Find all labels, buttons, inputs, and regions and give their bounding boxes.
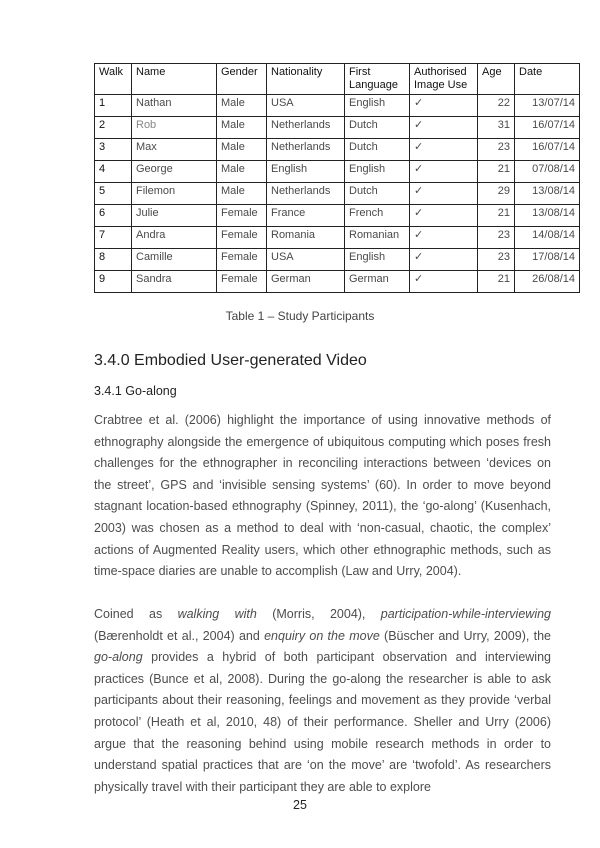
page-number: 25 xyxy=(293,798,307,812)
cell-age: 29 xyxy=(478,183,515,205)
cell-name: Rob xyxy=(132,117,217,139)
cell-authorised: ✓ xyxy=(410,249,478,271)
header-walk: Walk xyxy=(95,64,132,95)
header-gender: Gender xyxy=(217,64,267,95)
cell-nationality: France xyxy=(267,205,345,227)
cell-date: 17/08/14 xyxy=(515,249,580,271)
cell-walk: 1 xyxy=(95,95,132,117)
italic-term: walking with xyxy=(177,607,257,621)
cell-age: 23 xyxy=(478,227,515,249)
table-row xyxy=(95,183,580,205)
cell-nationality: USA xyxy=(267,249,345,271)
participants-table xyxy=(94,63,580,293)
text-run: (Morris, 2004), xyxy=(256,607,381,621)
cell-age: 22 xyxy=(478,95,515,117)
table-row xyxy=(95,249,580,271)
cell-age: 23 xyxy=(478,249,515,271)
table-row xyxy=(95,139,580,161)
cell-walk: 6 xyxy=(95,205,132,227)
cell-language: Dutch xyxy=(345,139,410,161)
italic-term: enquiry on the move xyxy=(264,628,380,643)
cell-nationality: German xyxy=(267,271,345,293)
header-nationality: Nationality xyxy=(267,64,345,95)
cell-date: 14/08/14 xyxy=(515,227,580,249)
text-run: (Bærenholdt et al., 2004) and xyxy=(94,628,265,643)
cell-gender: Female xyxy=(217,227,267,249)
cell-authorised: ✓ xyxy=(410,183,478,205)
italic-term: go-along xyxy=(94,650,143,665)
cell-authorised: ✓ xyxy=(410,117,478,139)
cell-language: German xyxy=(345,271,410,293)
header-age: Age xyxy=(478,64,515,95)
cell-age: 21 xyxy=(478,205,515,227)
subsection-heading: 3.4.1 Go-along xyxy=(94,384,177,398)
header-name: Name xyxy=(132,64,217,95)
cell-walk: 7 xyxy=(95,227,132,249)
cell-gender: Female xyxy=(217,271,267,293)
cell-name: Filemon xyxy=(132,183,217,205)
cell-gender: Male xyxy=(217,139,267,161)
cell-name: George xyxy=(132,161,217,183)
cell-language: English xyxy=(345,249,410,271)
cell-walk: 2 xyxy=(95,117,132,139)
body-paragraph-1 xyxy=(94,410,551,583)
cell-nationality: Netherlands xyxy=(267,183,345,205)
table-header-row xyxy=(95,64,580,95)
header-date: Date xyxy=(515,64,580,95)
cell-date: 26/08/14 xyxy=(515,271,580,293)
paragraph-text xyxy=(94,604,551,798)
cell-name: Sandra xyxy=(132,271,217,293)
cell-gender: Male xyxy=(217,95,267,117)
cell-authorised: ✓ xyxy=(410,139,478,161)
cell-language: English xyxy=(345,161,410,183)
cell-gender: Male xyxy=(217,183,267,205)
body-paragraph-2 xyxy=(94,604,551,798)
table-row xyxy=(95,117,580,139)
cell-date: 16/07/14 xyxy=(515,117,580,139)
italic-term: participation-while-interviewing xyxy=(380,607,551,621)
cell-date: 07/08/14 xyxy=(515,161,580,183)
header-authorised-image-use: Authorised Image Use xyxy=(410,64,478,95)
cell-nationality: Netherlands xyxy=(267,117,345,139)
table-row xyxy=(95,205,580,227)
table-row xyxy=(95,227,580,249)
cell-language: Dutch xyxy=(345,183,410,205)
cell-gender: Female xyxy=(217,205,267,227)
cell-language: English xyxy=(345,95,410,117)
cell-name: Camille xyxy=(132,249,217,271)
text-run: provides a hybrid of both participant observation and interviewing practices (Bunce et al, 2008). During the go-along the researcher is able to ask participants about their reasoning, feelings and movement as they provide ‘verbal protocol’ (Heath et al, 2010, 48) of their performance. Sheller and Urry (2006) argue that the reasoning behind using mobile research methods in order to understand spatial practices that are ‘on the move’ are ‘twofold’. As researchers physically travel with their participant they are able to explore xyxy=(94,650,551,794)
cell-nationality: Netherlands xyxy=(267,139,345,161)
section-heading: 3.4.0 Embodied User-generated Video xyxy=(94,352,367,369)
cell-age: 21 xyxy=(478,271,515,293)
cell-gender: Male xyxy=(217,161,267,183)
cell-name: Andra xyxy=(132,227,217,249)
text-run: (Büscher and Urry, 2009), the xyxy=(379,628,551,643)
paragraph-text: Crabtree et al. (2006) highlight the importance of using innovative methods of ethnography alongside the emergence of ubiquitous computing which poses fresh challenges for the ethnographer in reconciling interactions between ‘devices on the street’, GPS and ‘invisible sensing systems’ (60). In order to move beyond stagnant location-based ethnography (Spinney, 2011), the ‘go-along’ (Kusenhach, 2003) was chosen as a method to deal with ‘non-casual, chaotic, the complex’ actions of Augmented Reality users, which other ethnographic methods, such as time-space diaries are unable to accomplish (Law and Urry, 2004). xyxy=(94,413,551,579)
cell-nationality: USA xyxy=(267,95,345,117)
cell-authorised: ✓ xyxy=(410,271,478,293)
text-run: Coined as xyxy=(94,607,178,621)
cell-age: 23 xyxy=(478,139,515,161)
table-row xyxy=(95,161,580,183)
cell-date: 13/08/14 xyxy=(515,205,580,227)
cell-authorised: ✓ xyxy=(410,205,478,227)
cell-date: 13/08/14 xyxy=(515,183,580,205)
cell-date: 13/07/14 xyxy=(515,95,580,117)
table-caption: Table 1 – Study Participants xyxy=(225,309,375,323)
cell-age: 21 xyxy=(478,161,515,183)
cell-age: 31 xyxy=(478,117,515,139)
cell-walk: 8 xyxy=(95,249,132,271)
cell-authorised: ✓ xyxy=(410,227,478,249)
cell-name: Nathan xyxy=(132,95,217,117)
cell-gender: Female xyxy=(217,249,267,271)
cell-nationality: English xyxy=(267,161,345,183)
cell-nationality: Romania xyxy=(267,227,345,249)
cell-walk: 5 xyxy=(95,183,132,205)
header-first-language: First Language xyxy=(345,64,410,95)
cell-language: Dutch xyxy=(345,117,410,139)
cell-authorised: ✓ xyxy=(410,161,478,183)
table-row xyxy=(95,95,580,117)
cell-walk: 3 xyxy=(95,139,132,161)
cell-language: French xyxy=(345,205,410,227)
cell-name: Julie xyxy=(132,205,217,227)
cell-gender: Male xyxy=(217,117,267,139)
table-row xyxy=(95,271,580,293)
cell-walk: 4 xyxy=(95,161,132,183)
cell-date: 16/07/14 xyxy=(515,139,580,161)
cell-walk: 9 xyxy=(95,271,132,293)
cell-authorised: ✓ xyxy=(410,95,478,117)
cell-language: Romanian xyxy=(345,227,410,249)
cell-name: Max xyxy=(132,139,217,161)
